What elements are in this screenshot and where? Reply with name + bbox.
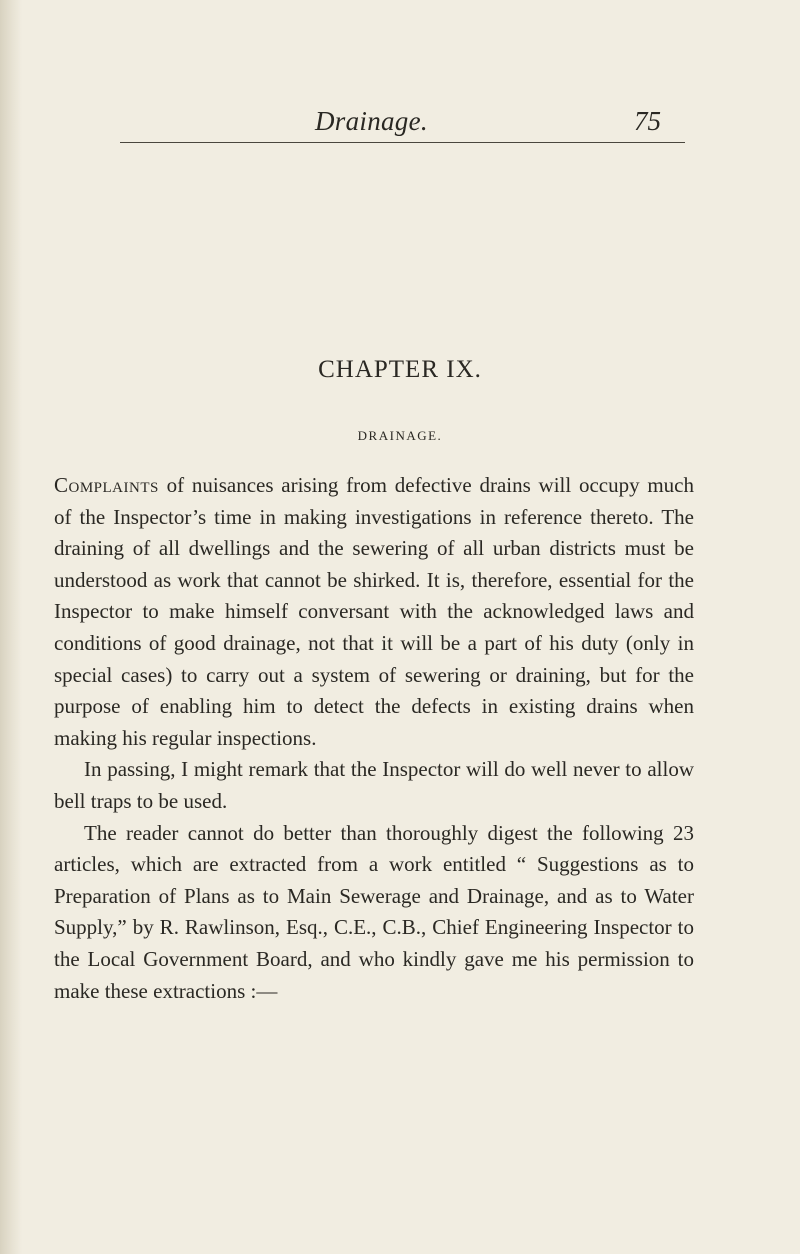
running-title: Drainage. [315, 106, 428, 136]
paragraph-1-text: of nuisances arising from defective drains will occupy much of the Inspector’s time in making investigations in reference thereto. The draining of all dwellings and the sewering of all urban districts must be understood as work that cannot be shirked. It is, therefore, essential for the Inspector to make himself conversant with the acknowledged laws and conditions of good drainage, not that it will be a part of his duty (only in special cases) to carry out a system of sewering or draining, but for the purpose of enabling him to detect the defects in existing drains when making his regular inspections. [54, 473, 694, 750]
chapter-heading: CHAPTER IX. [318, 356, 482, 383]
paragraph-2: In passing, I might remark that the Inspector will do well never to allow bell traps to be used. [54, 757, 694, 813]
running-head [120, 100, 685, 143]
paragraph-1-lead: Complaints [54, 473, 159, 497]
body-text [54, 470, 694, 1007]
chapter-subheading: DRAINAGE. [357, 428, 443, 443]
paragraph-3: The reader cannot do better than thoroughly digest the following 23 articles, which are extracted from a work entitled “ Suggestions as to Preparation of Plans as to Main Sewerage and Drainage, and as to Water Supply,” by R. Rawlinson, Esq., C.E., C.B., Chief Engineering Inspector to the Local Government Board, and who kindly gave me his permission to make these extractions :— [54, 820, 694, 1003]
paragraph-1 [54, 470, 694, 754]
page-edge [0, 0, 22, 1254]
page-number: 75 [634, 106, 661, 136]
